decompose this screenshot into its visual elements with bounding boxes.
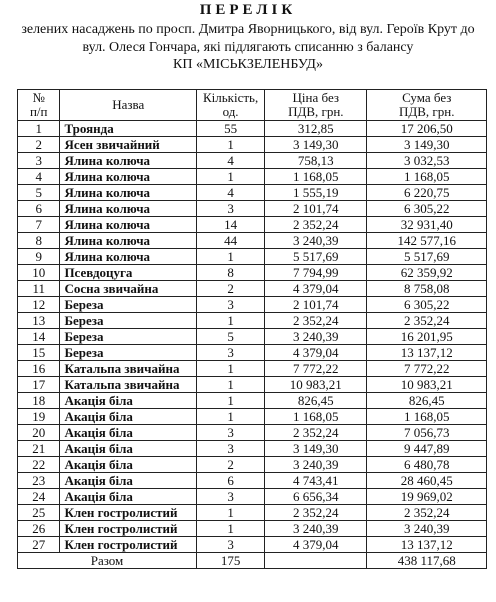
tree-name-cell: Псевдоцуга: [60, 265, 197, 281]
table-row: [18, 313, 487, 329]
row-sum-cell: 5 517,69: [367, 249, 487, 265]
col-header-qty: [197, 90, 265, 121]
table-row: [18, 377, 487, 393]
quantity-cell: 14: [197, 217, 265, 233]
row-sum-cell: 6 305,22: [367, 297, 487, 313]
quantity-cell: 2: [197, 281, 265, 297]
row-number-cell: 5: [18, 185, 60, 201]
tree-name-cell: Береза: [60, 313, 197, 329]
col-header-qty-line1: Кількість,: [202, 90, 259, 105]
row-number-cell: 17: [18, 377, 60, 393]
tree-name-cell: Катальпа звичайна: [60, 377, 197, 393]
unit-price-cell: 826,45: [265, 393, 367, 409]
col-header-qty-line2: од.: [222, 104, 239, 119]
unit-price-cell: 312,85: [265, 121, 367, 137]
unit-price-cell: 1 168,05: [265, 169, 367, 185]
tree-name-cell: Клен гостролистий: [60, 521, 197, 537]
row-number-cell: 13: [18, 313, 60, 329]
col-header-name: Назва: [60, 90, 197, 121]
tree-name-cell: Ялина колюча: [60, 201, 197, 217]
unit-price-cell: 3 240,39: [265, 521, 367, 537]
quantity-cell: 3: [197, 537, 265, 553]
row-sum-cell: 17 206,50: [367, 121, 487, 137]
tree-name-cell: Береза: [60, 345, 197, 361]
row-sum-cell: 13 137,12: [367, 537, 487, 553]
col-header-no-line2: п/п: [29, 104, 48, 119]
row-sum-cell: 6 480,78: [367, 457, 487, 473]
unit-price-cell: 3 149,30: [265, 441, 367, 457]
document-title: ПЕРЕЛІК: [199, 2, 297, 18]
quantity-cell: 1: [197, 521, 265, 537]
row-sum-cell: 7 772,22: [367, 361, 487, 377]
row-number-cell: 24: [18, 489, 60, 505]
row-number-cell: 11: [18, 281, 60, 297]
col-header-sum-line2: ПДВ, грн.: [399, 104, 455, 119]
table-row: [18, 281, 487, 297]
row-sum-cell: 9 447,89: [367, 441, 487, 457]
row-sum-cell: 7 056,73: [367, 425, 487, 441]
quantity-cell: 44: [197, 233, 265, 249]
table-row: [18, 201, 487, 217]
tree-name-cell: Акація біла: [60, 489, 197, 505]
quantity-cell: 3: [197, 489, 265, 505]
row-number-cell: 19: [18, 409, 60, 425]
tree-name-cell: Акація біла: [60, 441, 197, 457]
unit-price-cell: 4 379,04: [265, 537, 367, 553]
unit-price-cell: 4 379,04: [265, 345, 367, 361]
row-number-cell: 14: [18, 329, 60, 345]
write-off-table: [17, 89, 487, 569]
tree-name-cell: Ясен звичайний: [60, 137, 197, 153]
table-row: [18, 329, 487, 345]
quantity-cell: 1: [197, 393, 265, 409]
col-header-sum: [367, 90, 487, 121]
row-sum-cell: 19 969,02: [367, 489, 487, 505]
row-sum-cell: 13 137,12: [367, 345, 487, 361]
row-sum-cell: 3 149,30: [367, 137, 487, 153]
table-row: [18, 249, 487, 265]
table-row: [18, 345, 487, 361]
quantity-cell: 6: [197, 473, 265, 489]
table-row: [18, 521, 487, 537]
total-sum: 438 117,68: [367, 553, 487, 569]
quantity-cell: 1: [197, 377, 265, 393]
unit-price-cell: 5 517,69: [265, 249, 367, 265]
row-number-cell: 6: [18, 201, 60, 217]
quantity-cell: 4: [197, 153, 265, 169]
col-header-sum-line1: Сума без: [402, 90, 452, 105]
col-header-no-line1: №: [32, 90, 45, 105]
quantity-cell: 1: [197, 409, 265, 425]
unit-price-cell: 2 101,74: [265, 201, 367, 217]
unit-price-cell: 1 168,05: [265, 409, 367, 425]
row-number-cell: 2: [18, 137, 60, 153]
row-number-cell: 12: [18, 297, 60, 313]
quantity-cell: 1: [197, 169, 265, 185]
row-number-cell: 9: [18, 249, 60, 265]
tree-name-cell: Катальпа звичайна: [60, 361, 197, 377]
table-row: [18, 185, 487, 201]
quantity-cell: 3: [197, 441, 265, 457]
total-label: Разом: [18, 553, 197, 569]
unit-price-cell: 3 240,39: [265, 233, 367, 249]
tree-name-cell: Клен гостролистий: [60, 505, 197, 521]
col-header-no: [18, 90, 60, 121]
quantity-cell: 3: [197, 201, 265, 217]
tree-name-cell: Ялина колюча: [60, 233, 197, 249]
total-price: [265, 553, 367, 569]
row-number-cell: 8: [18, 233, 60, 249]
unit-price-cell: 10 983,21: [265, 377, 367, 393]
tree-name-cell: Ялина колюча: [60, 185, 197, 201]
unit-price-cell: 7 772,22: [265, 361, 367, 377]
row-number-cell: 23: [18, 473, 60, 489]
table-row: [18, 473, 487, 489]
table-row: [18, 137, 487, 153]
tree-name-cell: Ялина колюча: [60, 249, 197, 265]
table-row: [18, 169, 487, 185]
quantity-cell: 2: [197, 457, 265, 473]
row-number-cell: 7: [18, 217, 60, 233]
row-number-cell: 26: [18, 521, 60, 537]
row-sum-cell: 8 758,08: [367, 281, 487, 297]
unit-price-cell: 2 101,74: [265, 297, 367, 313]
row-number-cell: 22: [18, 457, 60, 473]
row-sum-cell: 62 359,92: [367, 265, 487, 281]
tree-name-cell: Береза: [60, 329, 197, 345]
row-number-cell: 27: [18, 537, 60, 553]
quantity-cell: 1: [197, 137, 265, 153]
row-sum-cell: 6 305,22: [367, 201, 487, 217]
quantity-cell: 8: [197, 265, 265, 281]
row-sum-cell: 1 168,05: [367, 409, 487, 425]
row-number-cell: 20: [18, 425, 60, 441]
table-row: [18, 393, 487, 409]
col-header-price: [265, 90, 367, 121]
table-row: [18, 265, 487, 281]
tree-name-cell: Акація біла: [60, 409, 197, 425]
tree-name-cell: Ялина колюча: [60, 169, 197, 185]
row-number-cell: 15: [18, 345, 60, 361]
row-sum-cell: 3 240,39: [367, 521, 487, 537]
unit-price-cell: 758,13: [265, 153, 367, 169]
subtitle-line-1: зелених насаджень по просп. Дмитра Яворницького, від вул. Героїв Крут до: [21, 22, 475, 37]
row-sum-cell: 32 931,40: [367, 217, 487, 233]
table-row: [18, 441, 487, 457]
quantity-cell: 1: [197, 313, 265, 329]
row-sum-cell: 826,45: [367, 393, 487, 409]
table-row: [18, 457, 487, 473]
col-header-price-line2: ПДВ, грн.: [288, 104, 344, 119]
unit-price-cell: 3 240,39: [265, 329, 367, 345]
quantity-cell: 1: [197, 361, 265, 377]
tree-name-cell: Троянда: [60, 121, 197, 137]
col-header-price-line1: Ціна без: [292, 90, 340, 105]
row-number-cell: 1: [18, 121, 60, 137]
unit-price-cell: 2 352,24: [265, 313, 367, 329]
row-sum-cell: 142 577,16: [367, 233, 487, 249]
unit-price-cell: 2 352,24: [265, 217, 367, 233]
row-number-cell: 25: [18, 505, 60, 521]
table-row: [18, 537, 487, 553]
total-qty: 175: [197, 553, 265, 569]
unit-price-cell: 2 352,24: [265, 425, 367, 441]
row-number-cell: 4: [18, 169, 60, 185]
row-sum-cell: 3 032,53: [367, 153, 487, 169]
row-number-cell: 16: [18, 361, 60, 377]
table-row: [18, 153, 487, 169]
table-header-row: [18, 90, 487, 121]
table-row: [18, 361, 487, 377]
quantity-cell: 3: [197, 297, 265, 313]
row-sum-cell: 16 201,95: [367, 329, 487, 345]
table-row: [18, 409, 487, 425]
row-number-cell: 10: [18, 265, 60, 281]
tree-name-cell: Клен гостролистий: [60, 537, 197, 553]
tree-name-cell: Акація біла: [60, 393, 197, 409]
unit-price-cell: 4 743,41: [265, 473, 367, 489]
unit-price-cell: 2 352,24: [265, 505, 367, 521]
table-row: [18, 121, 487, 137]
unit-price-cell: 3 149,30: [265, 137, 367, 153]
unit-price-cell: 7 794,99: [265, 265, 367, 281]
unit-price-cell: 3 240,39: [265, 457, 367, 473]
row-sum-cell: 28 460,45: [367, 473, 487, 489]
row-number-cell: 18: [18, 393, 60, 409]
table-row: [18, 489, 487, 505]
quantity-cell: 1: [197, 249, 265, 265]
total-row: [18, 553, 487, 569]
subtitle-line-2: вул. Олеся Гончара, які підлягають списанню з балансу: [82, 40, 414, 55]
tree-name-cell: Ялина колюча: [60, 217, 197, 233]
row-number-cell: 3: [18, 153, 60, 169]
row-sum-cell: 2 352,24: [367, 505, 487, 521]
tree-name-cell: Ялина колюча: [60, 153, 197, 169]
table-row: [18, 425, 487, 441]
organization-name: КП «МІСЬКЗЕЛЕНБУД»: [173, 57, 323, 72]
table-row: [18, 217, 487, 233]
table-row: [18, 297, 487, 313]
row-sum-cell: 2 352,24: [367, 313, 487, 329]
row-sum-cell: 6 220,75: [367, 185, 487, 201]
quantity-cell: 5: [197, 329, 265, 345]
quantity-cell: 55: [197, 121, 265, 137]
tree-name-cell: Акація біла: [60, 425, 197, 441]
tree-name-cell: Акація біла: [60, 473, 197, 489]
table-row: [18, 505, 487, 521]
unit-price-cell: 1 555,19: [265, 185, 367, 201]
tree-name-cell: Береза: [60, 297, 197, 313]
table-row: [18, 233, 487, 249]
tree-name-cell: Сосна звичайна: [60, 281, 197, 297]
row-number-cell: 21: [18, 441, 60, 457]
quantity-cell: 3: [197, 425, 265, 441]
quantity-cell: 3: [197, 345, 265, 361]
tree-name-cell: Акація біла: [60, 457, 197, 473]
row-sum-cell: 10 983,21: [367, 377, 487, 393]
unit-price-cell: 4 379,04: [265, 281, 367, 297]
quantity-cell: 4: [197, 185, 265, 201]
quantity-cell: 1: [197, 505, 265, 521]
unit-price-cell: 6 656,34: [265, 489, 367, 505]
row-sum-cell: 1 168,05: [367, 169, 487, 185]
